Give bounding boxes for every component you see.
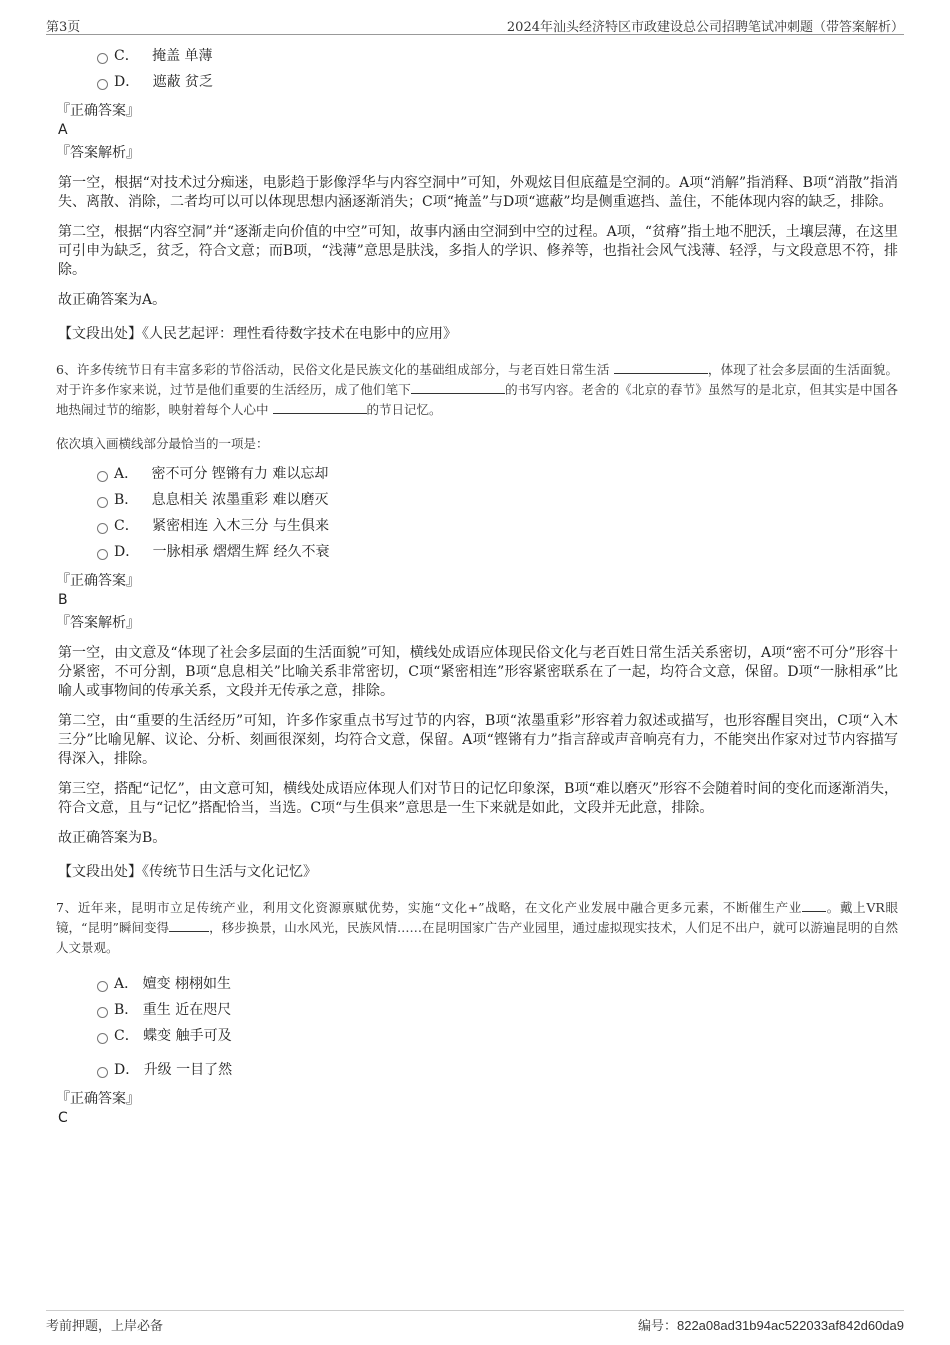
option-text: 升级 一目了然 bbox=[143, 1062, 233, 1078]
radio-icon[interactable] bbox=[97, 523, 108, 534]
radio-icon[interactable] bbox=[97, 471, 108, 482]
option-text: 密不可分 铿锵有力 难以忘却 bbox=[151, 466, 329, 482]
fill-blank bbox=[169, 919, 209, 932]
option-key: D． bbox=[114, 1062, 140, 1078]
page-header bbox=[46, 14, 904, 35]
question-6-stem bbox=[56, 360, 898, 420]
option-b[interactable] bbox=[56, 488, 898, 514]
option-d[interactable] bbox=[56, 1058, 898, 1084]
page-footer bbox=[46, 1310, 904, 1335]
option-key: A． bbox=[114, 466, 139, 482]
answer-label: 『正确答案』 bbox=[56, 103, 140, 119]
fill-blank bbox=[273, 401, 367, 414]
analysis-paragraph: 第二空，根据“内容空洞”并“逐渐走向价值的中空”可知，故事内涵由空洞到中空的过程。A项，“贫瘠”指土地不肥沃，土壤层薄，在这里可引申为缺乏，贫乏，符合文意；而B项，“浅薄”意思是肤浅，多指人的学识、修养等，也指社会风气浅薄、轻浮，与文段意思不符，排除。 bbox=[58, 224, 898, 278]
option-c[interactable] bbox=[56, 44, 898, 70]
stem-text: ，移步换景，山水风光，民族风情……在昆明国家广告产业园里，通过虚拟现实技术，人们足不出户，就可以游遍昆明的自然人文景观。 bbox=[56, 920, 899, 955]
option-key: D． bbox=[114, 544, 140, 560]
analysis-label: 『答案解析』 bbox=[56, 615, 140, 631]
fill-blank bbox=[411, 381, 505, 394]
option-key: C． bbox=[114, 518, 139, 534]
page-number: 第3页 bbox=[46, 20, 81, 35]
stem-text: 。戴上VR眼镜，“昆明”瞬间变得 bbox=[56, 900, 898, 935]
analysis-paragraph: 第一空，根据“对技术过分痴迷，电影趋于影像浮华与内容空洞中”可知，外观炫目但底蕴是空洞的。A项“消解”指消释、B项“消散”指消失、离散、消除，二者均可以可以体现思想内涵逐渐消失；C项“掩盖”与D项“遮蔽”均是侧重遮挡、盖住，不能体现内容的缺乏，排除。 bbox=[58, 175, 898, 210]
code-label: 编号： bbox=[637, 1319, 677, 1334]
question-instruction: 依次填入画横线部分最恰当的一项是： bbox=[56, 436, 269, 451]
radio-icon[interactable] bbox=[97, 981, 108, 992]
page-content bbox=[56, 44, 898, 1128]
option-text: 嬗变 栩栩如生 bbox=[142, 976, 232, 992]
radio-icon[interactable] bbox=[97, 79, 108, 90]
question-7-stem bbox=[56, 898, 898, 958]
option-d[interactable] bbox=[56, 540, 898, 566]
fill-blank bbox=[802, 899, 826, 912]
stem-text: 的书写内容。老舍的《北京的春节》虽然写的是北京，但其实是中国各地热闹过节的缩影，映射着每个人心中 bbox=[56, 382, 898, 417]
option-text: 遮蔽 贫乏 bbox=[152, 74, 214, 90]
q6-options bbox=[56, 462, 898, 566]
document-code bbox=[638, 1315, 904, 1334]
option-key: B． bbox=[114, 1002, 139, 1018]
analysis-label: 『答案解析』 bbox=[56, 145, 140, 161]
q7-options bbox=[56, 972, 898, 1084]
stem-text: 7、近年来，昆明市立足传统产业，利用文化资源禀赋优势，实施“文化+”战略，在文化产业发展中融合更多元素，不断催生产业 bbox=[56, 900, 803, 915]
option-a[interactable] bbox=[56, 972, 898, 998]
option-a[interactable] bbox=[56, 462, 898, 488]
answer-label: 『正确答案』 bbox=[56, 1091, 140, 1107]
option-c[interactable] bbox=[56, 514, 898, 540]
answer-value: C bbox=[58, 1110, 68, 1126]
option-d[interactable] bbox=[56, 70, 898, 96]
answer-value: B bbox=[58, 592, 68, 608]
option-key: C． bbox=[114, 48, 139, 64]
answer-value: A bbox=[58, 122, 68, 138]
analysis-conclusion: 故正确答案为A。 bbox=[58, 292, 167, 308]
option-text: 一脉相承 熠熠生辉 经久不衰 bbox=[152, 544, 330, 560]
stem-text: 6、许多传统节日有丰富多彩的节俗活动，民俗文化是民族文化的基础组成部分，与老百姓日常生活 bbox=[56, 362, 610, 377]
footer-slogan: 考前押题，上岸必备 bbox=[46, 1319, 164, 1334]
source-citation: 【文段出处】《人民艺起评：理性看待数字技术在电影中的应用》 bbox=[58, 326, 457, 342]
option-key: D． bbox=[114, 74, 140, 90]
radio-icon[interactable] bbox=[97, 1033, 108, 1044]
option-key: A． bbox=[114, 976, 139, 992]
code-value: 822a08ad31b94ac522033af842d60da9 bbox=[676, 1318, 904, 1333]
option-text: 息息相关 浓墨重彩 难以磨灭 bbox=[151, 492, 329, 508]
radio-icon[interactable] bbox=[97, 497, 108, 508]
stem-text: 的节日记忆。 bbox=[366, 402, 442, 417]
document-title: 2024年汕头经济特区市政建设总公司招聘笔试冲刺题（带答案解析） bbox=[506, 20, 904, 35]
analysis-conclusion: 故正确答案为B。 bbox=[58, 830, 167, 846]
analysis-paragraph: 第二空，由“重要的生活经历”可知，许多作家重点书写过节的内容，B项“浓墨重彩”形容着力叙述或描写，也形容醒目突出，C项“入木三分”比喻见解、议论、分析、刻画很深刻，均符合文意，保留。A项“铿锵有力”指言辞或声音响亮有力，不能突出作家对过节内容描写得深入，排除。 bbox=[58, 713, 898, 767]
analysis-paragraph: 第三空，搭配“记忆”，由文意可知，横线处成语应体现人们对节日的记忆印象深，B项“难以磨灭”形容不会随着时间的变化而逐渐消失，符合文意，且与“记忆”搭配恰当，当选。C项“与生俱来”意思是一生下来就是如此，文段并无此意，排除。 bbox=[58, 781, 898, 816]
option-key: B． bbox=[114, 492, 139, 508]
option-key: C． bbox=[114, 1028, 139, 1044]
answer-label: 『正确答案』 bbox=[56, 573, 140, 589]
option-text: 掩盖 单薄 bbox=[152, 48, 213, 64]
stem-text: ，体现了社会多层面的生活面貌。对于许多作家来说，过节是他们重要的生活经历，成了他们笔下 bbox=[56, 362, 898, 397]
option-text: 重生 近在咫尺 bbox=[142, 1002, 232, 1018]
radio-icon[interactable] bbox=[97, 549, 108, 560]
radio-icon[interactable] bbox=[97, 1067, 108, 1078]
radio-icon[interactable] bbox=[97, 53, 108, 64]
fill-blank bbox=[614, 361, 708, 374]
q5-options bbox=[56, 44, 898, 96]
analysis-paragraph: 第一空，由文意及“体现了社会多层面的生活面貌”可知，横线处成语应体现民俗文化与老百姓日常生活关系密切，A项“密不可分”形容十分紧密，不可分割，B项“息息相关”比喻关系非常密切，C项“紧密相连”形容紧密联系在了一起，均符合文意，保留。D项“一脉相承”比喻人或事物间的传承关系，文段并无传承之意，排除。 bbox=[58, 645, 898, 699]
option-c[interactable] bbox=[56, 1024, 898, 1050]
radio-icon[interactable] bbox=[97, 1007, 108, 1018]
source-citation: 【文段出处】《传统节日生活与文化记忆》 bbox=[58, 864, 317, 880]
option-text: 紧密相连 入木三分 与生俱来 bbox=[152, 518, 329, 534]
option-b[interactable] bbox=[56, 998, 898, 1024]
option-text: 蝶变 触手可及 bbox=[143, 1028, 232, 1044]
